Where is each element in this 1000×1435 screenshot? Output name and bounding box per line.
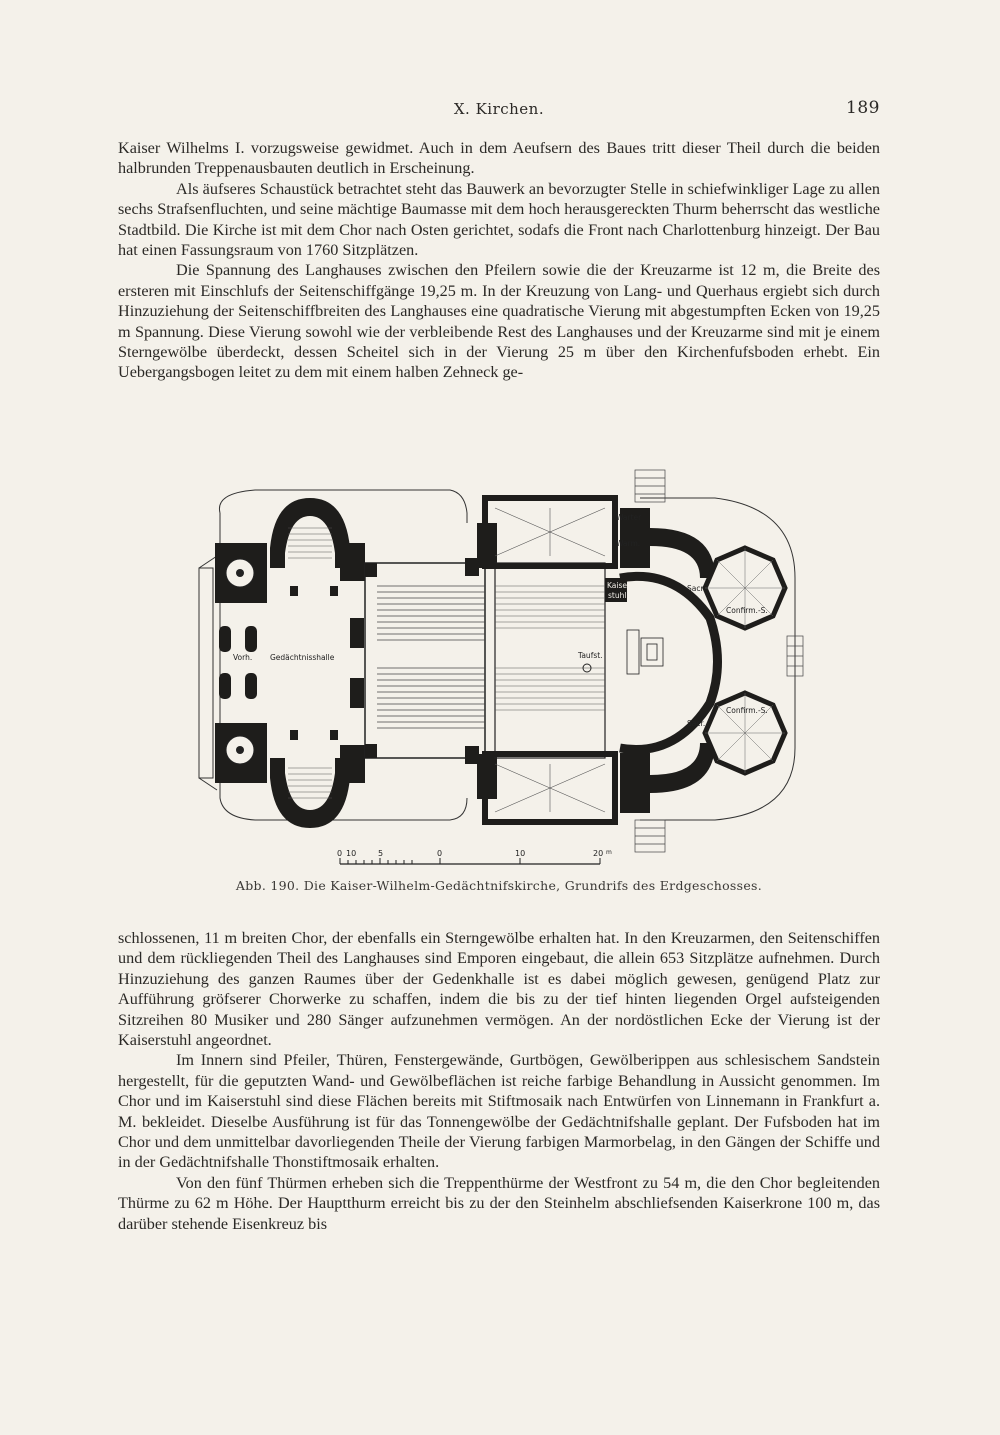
floor-plan-drawing — [195, 468, 807, 856]
running-header — [118, 100, 880, 124]
pews — [377, 586, 485, 728]
label-kaiserstuhl-2: stuhl — [608, 591, 627, 600]
scale-tick-label: 0 — [437, 849, 443, 858]
body-text-top — [118, 138, 880, 383]
confirmation-room-south — [705, 693, 785, 773]
label-warte: Warter — [616, 513, 642, 522]
hall-pillars — [219, 586, 364, 740]
figure-caption: Abb. 190. Die Kaiser-Wilhelm-Gedächtnifskirche, Grundrifs des Erdgeschosses. — [235, 878, 763, 893]
transept-south — [485, 754, 615, 822]
chapter-title: X. Kirchen. — [453, 100, 545, 118]
paragraph: Im Innern sind Pfeiler, Thüren, Fenstergewände, Gurtbögen, Gewölberippen aus schlesischem Sandstein hergestellt, für die geputzten Wand- und Gewölbeflächen ist reiche farbige Behandlung in Aussicht genommen. Im Chor und im Kaiserstuhl sind diese Flächen bereits mit Stiftmosaik nach Entwürfen von Linnemann in Frankfurt a. M. bekleidet. Dieselbe Ausführung ist für das Tonnengewölbe der Gedächtnifshalle geplant. Der Fufsboden hat im Chor und dem unmittelbar davorliegenden Theile der Vierung farbigen Marmorbelag, in den Gängen der Schiffe und in der Gedächtnifshalle Thonstiftmosaik erhalten. — [118, 1051, 880, 1172]
altar — [627, 630, 663, 674]
scale-tick-label: 20 — [593, 849, 604, 858]
transept-north — [485, 498, 615, 566]
page-number: 189 — [846, 98, 880, 118]
scale-tick-label: 5 — [378, 849, 384, 858]
body-text-bottom — [118, 928, 880, 1234]
confirmation-room-north — [705, 548, 785, 628]
label-sacr-north: Sacr. — [687, 584, 706, 593]
paragraph: schlossenen, 11 m breiten Chor, der ebenfalls ein Sterngewölbe erhalten hat. In den Kreuzarmen, den Seitenschiffen und dem rückliegenden Theil des Langhauses sind Emporen eingebaut, die allein 653 Sitzplätze aufnehmen. Durch Hinzuziehung des ganzen Raumes über der Gedenkhalle ist es dabei möglich gewesen, genügend Platz zur Aufführung gröfserer Chorwerke zu schaffen, indem die bis zu der tief hinten liegenden Orgel aufsteigenden Sitzreihen 80 Musiker und 280 Sänger aufzunehmen vermögen. An der nordöstlichen Ecke der Vierung ist der Kaiserstuhl angeordnet. — [118, 929, 880, 1050]
west-steps — [199, 568, 213, 778]
paragraph: Die Spannung des Langhauses zwischen den Pfeilern sowie die der Kreuzarme ist 12 m, die Breite des ersteren mit Einschlufs der Seitenschiffgänge 19,25 m. In der Kreuzung von Lang- und Querhaus ergiebt sich durch Hinzuziehung der Seitenschiffbreiten des Langhauses eine quadratische Vierung mit abgestumpften Ecken von 19,25 m Spannung. Diese Vierung sowohl wie der verbleibende Rest des Langhauses und der Kreuzarme sind mit je einem Sterngewölbe überdeckt, dessen Scheitel sich in der Vierung 25 m über den Kirchenfufsboden erhebt. Ein Uebergangsbogen leitet zu dem mit einem halben Zehneck ge- — [118, 261, 880, 382]
label-confirm-south: Confirm.-S. — [726, 706, 768, 715]
label-vorhalle: Vorh. — [233, 653, 253, 662]
label-taufstein: Taufst. — [578, 651, 603, 660]
paragraph: Kaiser Wilhelms I. vorzugsweise gewidmet. Auch in dem Aeufsern des Baues tritt dieser Theil durch die beiden halbrunden Treppenausbauten deutlich in Erscheinung. — [118, 139, 880, 178]
scale-unit: m — [606, 849, 612, 856]
paragraph: Von den fünf Thürmen erheben sich die Treppenthürme der Westfront zu 54 m, die den Chor begleitenden Thürme zu 62 m Höhe. Der Hauptthurm erreicht bis zu der den Steinhelm abschliefsenden Kaiserkrone 100 m, das darüber stehende Eisenkreuz bis — [118, 1173, 880, 1233]
label-sacr-south: Sacr. — [687, 719, 706, 728]
scale-bar — [337, 844, 640, 874]
floor-plan-figure — [195, 468, 807, 856]
label-confirm-north: Confirm.-S. — [726, 606, 768, 615]
label-gedaechtnishalle: Gedächtnisshalle — [270, 653, 335, 662]
paragraph: Als äufseres Schaustück betrachtet steht das Bauwerk an bevorzugter Stelle in schiefwinkliger Lage zu allen sechs Strafsenfluchten, und seine mächtige Baumasse mit dem hoch herausgereckten Thurm beherrscht das westliche Stadtbild. Die Kirche ist mit dem Chor nach Osten gerichtet, sodafs die Front nach Charlottenburg hinzeigt. Der Bau hat einen Fassungsraum von 1760 Sitzplätzen. — [118, 179, 880, 260]
east-block-south — [620, 743, 715, 813]
scale-tick-label: 10 — [515, 849, 526, 858]
label-warm: Warm. — [616, 539, 641, 548]
label-kaiserstuhl-1: Kaiser — [607, 581, 631, 590]
scale-tick-label: 0 — [337, 849, 343, 858]
scale-tick-label: 10 — [346, 849, 357, 858]
